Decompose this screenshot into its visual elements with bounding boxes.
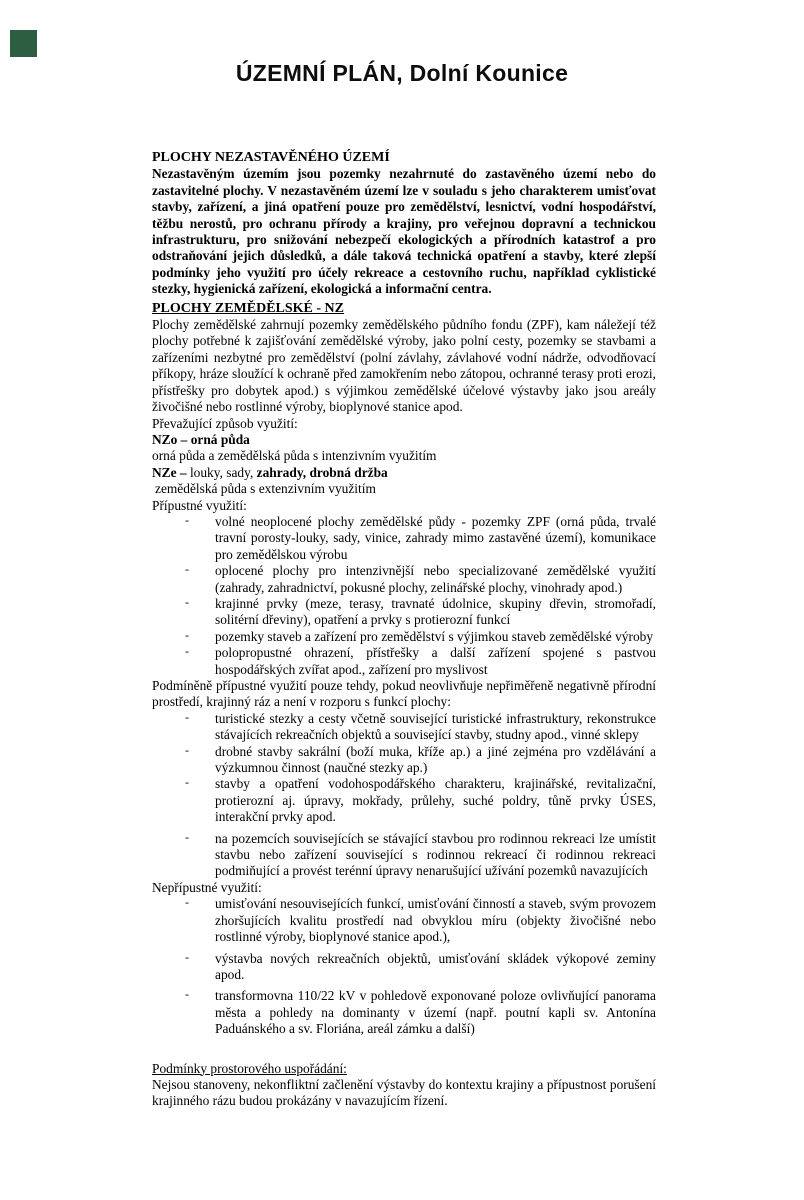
list-pripustne xyxy=(152,514,656,678)
list-item xyxy=(152,563,656,596)
list-item xyxy=(152,831,656,880)
dash-bullet-marker: - xyxy=(185,644,189,659)
list-item xyxy=(152,988,656,1037)
list-item-text: pozemky staveb a zařízení pro zemědělství s výjimkou staveb zemědělské výroby xyxy=(215,628,654,644)
list-item-text: volné neoplocené plochy zemědělské půdy - pozemky ZPF (orná půda, trvalé travní porosty-louky, sady, vinice, zahrady mimo zastavěné území), komunikace pro zemědělskou výrobu xyxy=(215,513,656,562)
heading-plochy-nezastaveneho-uzemi: PLOCHY NEZASTAVĚNÉHO ÚZEMÍ xyxy=(152,150,390,165)
list-item xyxy=(152,596,656,629)
list-item-text: turistické stezky a cesty včetně související turistické infrastruktury, rekonstrukce stávajících rekreačních objektů a související stavby, studny apod., vinné sklepy xyxy=(215,710,656,743)
list-item-text: krajinné prvky (meze, terasy, travnaté údolnice, skupiny dřevin, stromořadí, solitérní dřeviny), opatření a prvky s protierozní funkcí xyxy=(215,595,656,628)
list-nepripustne xyxy=(152,896,656,1037)
label-nepripustne-vyuziti: Nepřípustné využití: xyxy=(152,879,262,895)
nze-code: NZe – xyxy=(152,464,190,480)
list-item-text: umisťování nesouvisejících funkcí, umisťování činností a staveb, svým provozem zhoršujících kvalitu prostředí nad obvyklou míru (objekty živočišné nebo rostlinné výroby, bioplynové stanice apod.), xyxy=(215,896,656,945)
paragraph-plochy-zemedelske: Plochy zemědělské zahrnují pozemky zemědělského půdního fondu (ZPF), kam náležejí též plochy potřebné k zajišťování zemědělské výroby, jako polní cesty, pozemky se stavbami a zařízeními nezbytné pro zemědělství (polní závlahy, závlahové vodní nádrže, odvodňovací příkopy, hráze sloužící k ochraně před zamokřením nebo zátopou, ochranné terasy proti erozi, přístřešky pro dobytek apod.) s výjimkou zemědělské účelové výstavby jako jsou areály živočišné nebo rostlinné výroby, bioplynové stanice apod. xyxy=(152,317,656,415)
list-item xyxy=(152,776,656,825)
list-item xyxy=(152,514,656,563)
label-pripustne-vyuziti: Přípustné využití: xyxy=(152,497,247,513)
line-nze-desc: zemědělská půda s extenzivním využitím xyxy=(155,481,376,497)
green-corner-square xyxy=(10,30,37,57)
dash-bullet-marker: - xyxy=(185,949,189,964)
list-item xyxy=(152,896,656,945)
list-item xyxy=(152,711,656,744)
list-item xyxy=(152,629,656,645)
line-nzo-desc: orná půda a zemědělská půda s intenzivním využitím xyxy=(152,448,437,464)
list-item-text: na pozemcích souvisejících se stávající stavbou pro rodinnou rekreaci lze umístit stavbu nebo zařízení související s rodinnou rekreací či rodinnou rekreaci podmiňující a provést terénní úpravy nenarušující užívání pozemků navazujících xyxy=(215,830,656,879)
line-nzo: NZo – orná půda xyxy=(152,431,250,447)
list-item xyxy=(152,744,656,777)
intro-podminene-pripustne: Podmíněně přípustné využití pouze tehdy, pokud neovlivňuje nepřiměřeně negativně přírodní prostředí, krajinný ráz a není v rozporu s funkcí plochy: xyxy=(152,678,656,710)
label-prevazujici-zpusob: Převažující způsob využití: xyxy=(152,415,298,431)
dash-bullet-marker: - xyxy=(185,829,189,844)
dash-bullet-marker: - xyxy=(185,709,189,724)
heading-plochy-zemedelske-nz: PLOCHY ZEMĚDĚLSKÉ - NZ xyxy=(152,300,345,316)
paragraph-podminky: Nejsou stanoveny, nekonfliktní začlenění výstavby do kontextu krajiny a přípustnost porušení krajinného rázu budou prokázány v navazujícím řízení. xyxy=(152,1076,656,1109)
list-item-text: polopropustné ohrazení, přístřešky a další zařízení spojené s pastvou hospodářských zvířat apod., zařízení pro myslivost xyxy=(215,645,656,677)
dash-bullet-marker: - xyxy=(185,742,189,757)
dash-bullet-marker: - xyxy=(185,562,189,577)
dash-bullet-marker: - xyxy=(185,512,189,527)
list-item-text: drobné stavby sakrální (boží muka, kříže ap.) a jiné zejména pro vzdělávání a výzkumnou činnost (naučné stezky ap.) xyxy=(215,743,656,776)
dash-bullet-marker: - xyxy=(185,775,189,790)
list-item-text: oplocené plochy pro intenzivnější nebo specializované zemědělské využití (zahrady, zahradnictví, pokusné plochy, zelinářské plochy, vinohrady apod.) xyxy=(215,563,656,595)
list-item-text: stavby a opatření vodohospodářského charakteru, krajinářské, revitalizační, protierozní aj. úpravy, mokřady, průlehy, suché poldry, tůně prvky ÚSES, interakční prvky apod. xyxy=(215,776,656,825)
heading-podminky-prostoroveho-usporadani: Podmínky prostorového uspořádání: xyxy=(152,1060,347,1076)
list-podminene xyxy=(152,711,656,880)
line-nze xyxy=(152,465,656,481)
list-item xyxy=(152,951,656,984)
page-title: ÚZEMNÍ PLÁN, Dolní Kounice xyxy=(235,60,569,86)
list-item-text: výstavba nových rekreačních objektů, umisťování skládek výkopové zeminy apod. xyxy=(215,950,656,982)
dash-bullet-marker: - xyxy=(185,987,189,1002)
dash-bullet-marker: - xyxy=(185,594,189,609)
paragraph-nezastavene-uzemi: Nezastavěným územím jsou pozemky nezahrnuté do zastavěného území nebo do zastavitelné plochy. V nezastavěném území lze v souladu s jeho charakterem umisťovat stavby, zařízení, a jiná opatření pouze pro zemědělství, lesnictví, vodní hospodářství, těžbu nerostů, pro ochranu přírody a krajiny, pro veřejnou dopravní a technickou infrastrukturu, pro snižování nebezpečí ekologických a přírodních katastrof a pro odstraňování jejich důsledků, a dále taková technická opatření a stavby, které zlepší podmínky jeho využití pro účely rekreace a cestovního ruchu, například cyklistické stezky, hygienická zařízení, ekologická a informační centra. xyxy=(152,166,656,297)
nze-mid: louky, sady, xyxy=(189,464,257,480)
document-body xyxy=(152,150,656,1110)
nze-bold-part: zahrady, drobná držba xyxy=(256,464,388,480)
list-item xyxy=(152,645,656,678)
dash-bullet-marker: - xyxy=(185,627,189,642)
list-item-text: transformovna 110/22 kV v pohledově exponované poloze ovlivňující panorama města a pohledy na dominanty v území (např. poutní kapli sv. Antonína Paduánského a sv. Floriána, areál zámku a další) xyxy=(215,988,656,1037)
dash-bullet-marker: - xyxy=(185,895,189,910)
